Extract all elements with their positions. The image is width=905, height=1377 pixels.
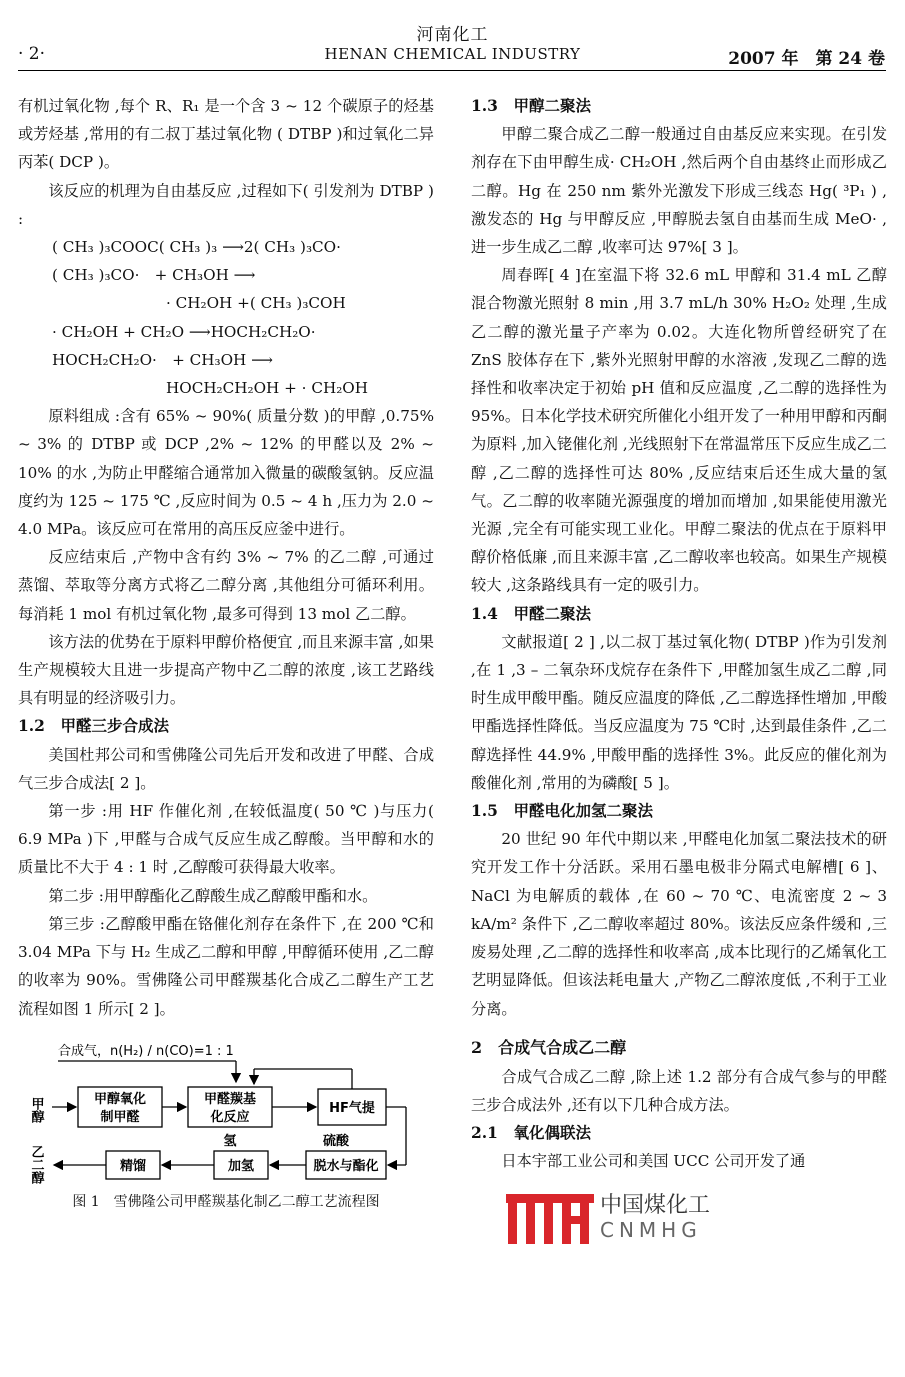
equation: HOCH₂CH₂O· + CH₃OH ⟶ <box>52 350 273 369</box>
header-rule <box>18 70 886 71</box>
section-heading: 1.4 甲醛二聚法 <box>471 603 591 623</box>
paragraph: 第三步 :乙醇酸甲酯在铬催化剂存在条件下 ,在 200 ℃和 3.04 MPa 下与 H₂ 生成乙二醇和甲醇 ,甲醇循环使用 ,乙二醇的收率为 90%。雪佛隆公司甲醛羰基化合成乙二醇生产工艺流程如图 1 所示[ 2 ]。 <box>18 914 434 1018</box>
paragraph: 第一步 :用 HF 作催化剂 ,在较低温度( 50 ℃ )与压力( 6.9 MPa )下 ,甲醛与合成气反应生成乙醇酸。当甲醇和水的质量比不大于 4 : 1 时 ,乙醇酸可获得最大收率。 <box>18 802 434 877</box>
page-number: · 2· <box>18 44 46 64</box>
paragraph: 该反应的机理为自由基反应 ,过程如下( 引发剂为 DTBP ) : <box>18 181 434 228</box>
paragraph: 反应结束后 ,产物中含有约 3% ~ 7% 的乙二醇 ,可通过蒸馏、萃取等分离方式将乙二醇分离 ,其他组分可循环利用。每消耗 1 mol 有机过氧化物 ,最多可得到 13 mol 乙二醇。 <box>18 548 434 623</box>
watermark-text-en: CNMHG <box>600 1218 702 1242</box>
box-methanol-oxidation-l2: 制甲醛 <box>100 1109 140 1125</box>
watermark-text-cn: 中国煤化工 <box>600 1193 711 1218</box>
left-column <box>18 92 434 1213</box>
glycol-output-label: 乙二醇 <box>28 1144 44 1184</box>
equation: · CH₂OH +( CH₃ )₃COH <box>166 294 346 313</box>
running-header <box>0 0 905 80</box>
journal-title-cn: 河南化工 <box>416 25 489 45</box>
watermark-logo <box>504 1188 714 1248</box>
box-distillation: 精馏 <box>119 1158 147 1174</box>
acid-label: 硫酸 <box>322 1133 350 1149</box>
figure-caption: 图 1 雪佛隆公司甲醛羰基化制乙二醇工艺流程图 <box>72 1193 380 1210</box>
box-dehydration: 脱水与酯化 <box>313 1158 379 1174</box>
box-carbonylation-l1: 甲醛羰基 <box>203 1091 257 1107</box>
box-hydrogenation: 加氢 <box>227 1158 255 1174</box>
hydrogen-label: 氢 <box>223 1133 237 1149</box>
paragraph: 第二步 :用甲醇酯化乙醇酸生成乙醇酸甲酯和水。 <box>48 886 378 905</box>
paragraph: 甲醇二聚合成乙二醇一般通过自由基反应来实现。在引发剂存在下由甲醇生成· CH₂OH ,然后两个自由基终止而形成乙二醇。Hg 在 250 nm 紫外光激发下形成三线态 Hg( ³P₁ ) ,激发态的 Hg 与甲醇反应 ,甲醇脱去氢自由基而生成 MeO· ,进一步生成乙二醇 ,收率可达 97%[ 3 ]。 <box>471 125 887 257</box>
paragraph: 该方法的优势在于原料甲醇价格便宜 ,而且来源丰富 ,如果生产规模较大且进一步提高产物中乙二醇的浓度 ,该工艺路线具有明显的经济吸引力。 <box>18 632 434 708</box>
equation: ( CH₃ )₃CO· + CH₃OH ⟶ <box>52 266 256 285</box>
journal-title-en: HENAN CHEMICAL INDUSTRY <box>324 45 581 63</box>
equation: HOCH₂CH₂OH + · CH₂OH <box>166 379 368 398</box>
box-methanol-oxidation-l1: 甲醇氧化 <box>93 1091 147 1107</box>
year-volume: 2007 年 第 24 卷 <box>728 49 885 69</box>
paragraph: 有机过氧化物 ,每个 R、R₁ 是一个含 3 ~ 12 个碳原子的烃基或芳烃基 ,常用的有二叔丁基过氧化物 ( DTBP )和过氧化二异丙苯( DCP )。 <box>18 97 434 172</box>
box-hf-stripping: HF气提 <box>329 1100 375 1116</box>
chapter-heading: 2 合成气合成乙二醇 <box>471 1037 627 1057</box>
process-flow-figure <box>18 1037 434 1187</box>
section-heading: 2.1 氧化偶联法 <box>471 1123 591 1143</box>
section-heading: 1.2 甲醛三步合成法 <box>18 716 169 736</box>
section-heading: 1.5 甲醛电化加氢二聚法 <box>471 801 653 821</box>
paragraph: 20 世纪 90 年代中期以来 ,甲醛电化加氢二聚法技术的研究开发工作十分活跃。采用石墨电极非分隔式电解槽[ 6 ]、NaCl 为电解质的载体 ,在 60 ~ 70 ℃、电流密度 2 ~ 3 kA/m² 条件下 ,乙二醇收率超过 80%。该法反应条件缓和 ,三废易处理 ,乙二醇的选择性和收率高 ,成本比现行的乙烯氧化工艺明显降低。但该法耗电量大 ,产物乙二醇浓度低 ,不利于工业分离。 <box>471 830 887 1018</box>
equation: ( CH₃ )₃COOC( CH₃ )₃ ⟶2( CH₃ )₃CO· <box>52 238 341 257</box>
paragraph: 合成气合成乙二醇 ,除上述 1.2 部分有合成气参与的甲醛三步合成法外 ,还有以下几种合成方法。 <box>471 1067 887 1114</box>
box-carbonylation-l2: 化反应 <box>210 1109 250 1125</box>
equation: · CH₂OH + CH₂O ⟶HOCH₂CH₂O· <box>52 322 316 341</box>
paragraph: 日本宇部工业公司和美国 UCC 公司开发了通 <box>501 1152 806 1171</box>
paragraph: 美国杜邦公司和雪佛隆公司先后开发和改进了甲醛、合成气三步合成法[ 2 ]。 <box>18 745 434 792</box>
paragraph: 周春晖[ 4 ]在室温下将 32.6 mL 甲醇和 31.4 mL 乙醇混合物激光照射 8 min ,用 3.7 mL/h 30% H₂O₂ 处理 ,生成乙二醇的激光量子产率为 0.02。大连化物所曾经研究了在 ZnS 胶体存在下 ,紫外光照射甲醇的水溶液 ,发现乙二醇的选择性和收率决定于初始 pH 值和反应温度 ,乙二醇的选择性为 95%。日本化学技术研究所催化小组开发了一种用甲醇和丙酮为原料 ,加入铑催化剂 ,光线照射下在常温常压下反应生成乙二醇 ,乙二醇的选择性可达 80% ,反应结束后还生成大量的氢气。乙二醇的收率随光源强度的增加而增加 ,如果能使用激光光源 ,完全有可能实现工业化。甲醇二聚法的优点在于原料甲醇价格低廉 ,而且来源丰富 ,乙二醇收率也较高。如果生产规模较大 ,这条路线具有一定的吸引力。 <box>471 266 887 595</box>
section-heading: 1.3 甲醇二聚法 <box>471 96 591 115</box>
cnmhg-logo-icon <box>504 1188 596 1248</box>
methanol-input-label: 甲醇 <box>28 1096 44 1123</box>
syngas-label: 合成气，n(H₂) / n(CO)=1 : 1 <box>58 1043 234 1059</box>
paragraph: 文献报道[ 2 ] ,以二叔丁基过氧化物( DTBP )作为引发剂 ,在 1 ,3 – 二氧杂环戊烷存在条件下 ,甲醛加氢生成乙二醇 ,同时生成甲酸甲酯。随反应温度的降低 ,乙二醇选择性增加 ,甲酸甲酯选择性降低。当反应温度为 75 ℃时 ,达到最佳条件 ,乙二醇选择性 44.9% ,甲酸甲酯的选择性 3%。此反应的催化剂为酸催化剂 ,常用的为磷酸[ 5 ]。 <box>471 632 887 792</box>
paragraph: 原料组成 :含有 65% ~ 90%( 质量分数 )的甲醇 ,0.75% ~ 3% 的 DTBP 或 DCP ,2% ~ 12% 的甲醛以及 2% ~ 10% 的水 ,为防止甲醛缩合通常加入微量的碳酸氢钠。反应温度约为 125 ~ 175 ℃ ,反应时间为 0.5 ~ 4 h ,压力为 2.0 ~ 4.0 MPa。该反应可在常用的高压反应釜中进行。 <box>18 407 434 539</box>
right-column <box>471 92 887 1176</box>
